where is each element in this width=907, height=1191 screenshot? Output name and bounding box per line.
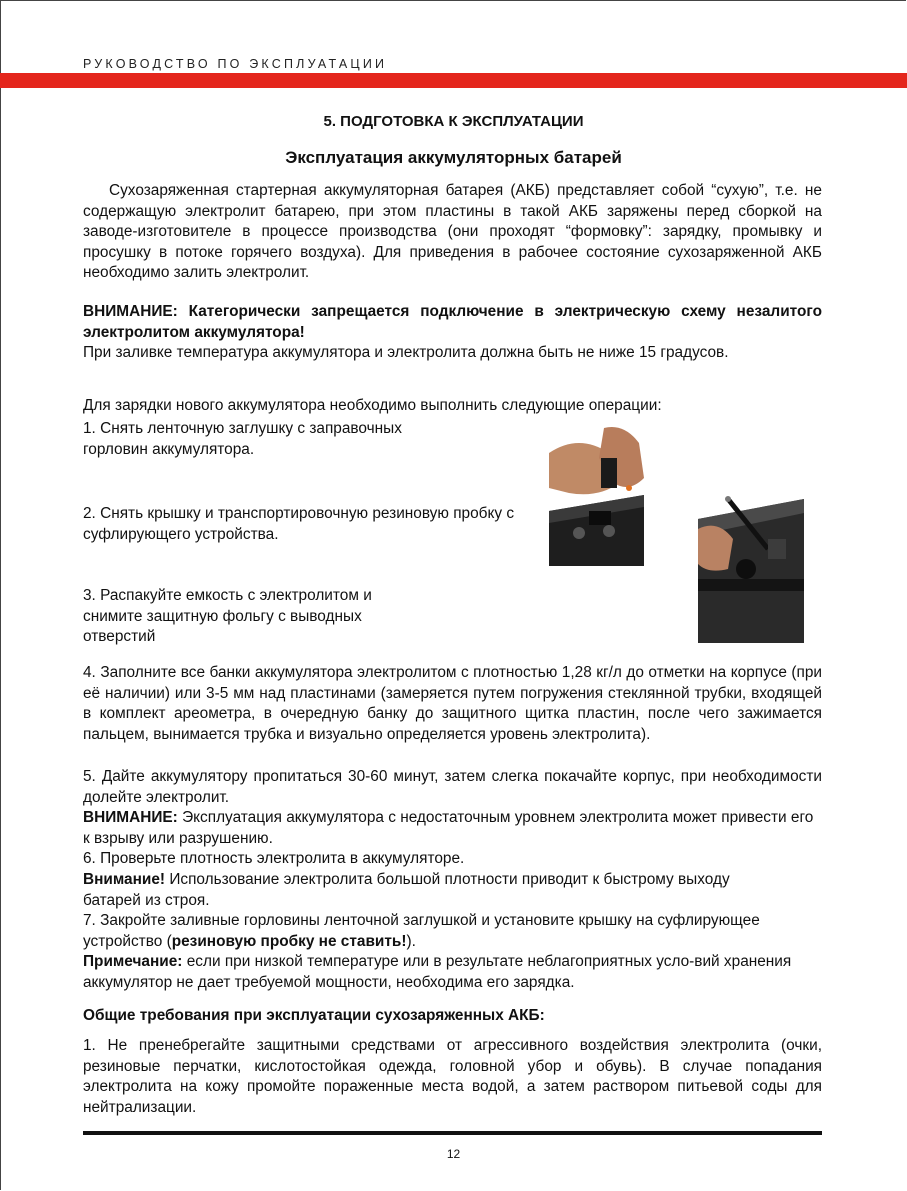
step-4: 4. Заполните все банки аккумулятора электролитом с плотностью 1,28 кг/л до отметки на корпусе (при её наличии) или 3-5 мм над пластинами (замеряется путем погружения стеклянной трубки, входящей в комплект ареометра, в очередную банку до защитного щитка пластин, после чего зажимается пальцем, вынимается трубка и визуально определяется уровень электролита).: [83, 664, 822, 743]
warning-label: Внимание!: [83, 871, 166, 888]
note-label: Примечание:: [83, 953, 183, 970]
step-7-bold: резиновую пробку не ставить!: [171, 932, 407, 950]
step-5: 5. Дайте аккумулятору пропитаться 30-60 минут, затем слегка покачайте корпус, при необходимости долейте электролит.: [83, 768, 822, 806]
page-number: 12: [446, 1147, 461, 1161]
step-2: 2. Снять крышку и транспортировочную резиновую пробку с суфлирующего устройства.: [83, 505, 515, 543]
header-red-band: [0, 73, 907, 88]
warning-text: Эксплуатация аккумулятора с недостаточным уровнем электролита может привести его к взрыву или разрушению.: [83, 809, 814, 847]
note-text: если при низкой температуре или в результате неблагоприятных усло-вий хранения аккумулятор не дает требуемой мощности, необходима его зарядка.: [83, 953, 792, 991]
step-7-text: 7. Закройте заливные горловины ленточной заглушкой и установите крышку на суфлирующее устройство (: [83, 912, 760, 950]
step-1: 1. Снять ленточную заглушку с заправочных горловин аккумулятора.: [83, 420, 402, 458]
note-paragraph: [83, 952, 813, 993]
step-7-end: ).: [406, 932, 416, 950]
warning-high-density: [83, 870, 783, 911]
temperature-note: При заливке температура аккумулятора и электролита должна быть не ниже 15 градусов.: [83, 344, 729, 361]
warning-text: Использование электролита большой плотности приводит к быстрому выходу батарей из строя.: [83, 871, 730, 909]
warning-low-electrolyte: [83, 808, 822, 849]
section-title: 5. ПОДГОТОВКА К ЭКСПЛУАТАЦИИ: [323, 113, 584, 130]
battery-photo-tape-removal: [549, 423, 644, 566]
step-7: [83, 911, 783, 952]
warning-no-connection: ВНИМАНИЕ: Категорически запрещается подключение в электрическую схему незалитого электролитом аккумулятора!: [83, 303, 822, 341]
general-requirements-heading: Общие требования при эксплуатации сухозаряженных АКБ:: [83, 1007, 545, 1024]
step-3: 3. Распакуйте емкость с электролитом и снимите защитную фольгу с выводных отверстий: [83, 587, 372, 645]
warning-label: ВНИМАНИЕ:: [83, 809, 178, 826]
intro-paragraph: Сухозаряженная стартерная аккумуляторная батарея (АКБ) представляет собой “сухую”, т.е. не содержащую электролит батарею, при этом пластины в такой АКБ заряжены перед сборкой на заводе-изготовителе в процессе производства (они проходят “формовку”: зарядку, промывку и просушку в потоке горячего воздуха). Для приведения в рабочее состояние сухозаряженной АКБ необходимо залить электролит.: [83, 182, 822, 281]
footer-rule: [83, 1131, 822, 1135]
operations-intro: Для зарядки нового аккумулятора необходимо выполнить следующие операции:: [83, 397, 662, 414]
general-requirement-1: 1. Не пренебрегайте защитными средствами от агрессивного воздействия электролита (очки, резиновые перчатки, кислотостойкая одежда, головной убор и обувь). В случае попадания электролита на кожу промойте пораженные места водой, а затем раствором питьевой соды для нейтрализации.: [83, 1037, 822, 1116]
battery-photo-vent-plug: [698, 479, 804, 643]
section-subtitle: Эксплуатация аккумуляторных батарей: [285, 148, 622, 167]
manual-header: РУКОВОДСТВО ПО ЭКСПЛУАТАЦИИ: [83, 57, 388, 71]
step-6: 6. Проверьте плотность электролита в аккумуляторе.: [83, 850, 465, 867]
